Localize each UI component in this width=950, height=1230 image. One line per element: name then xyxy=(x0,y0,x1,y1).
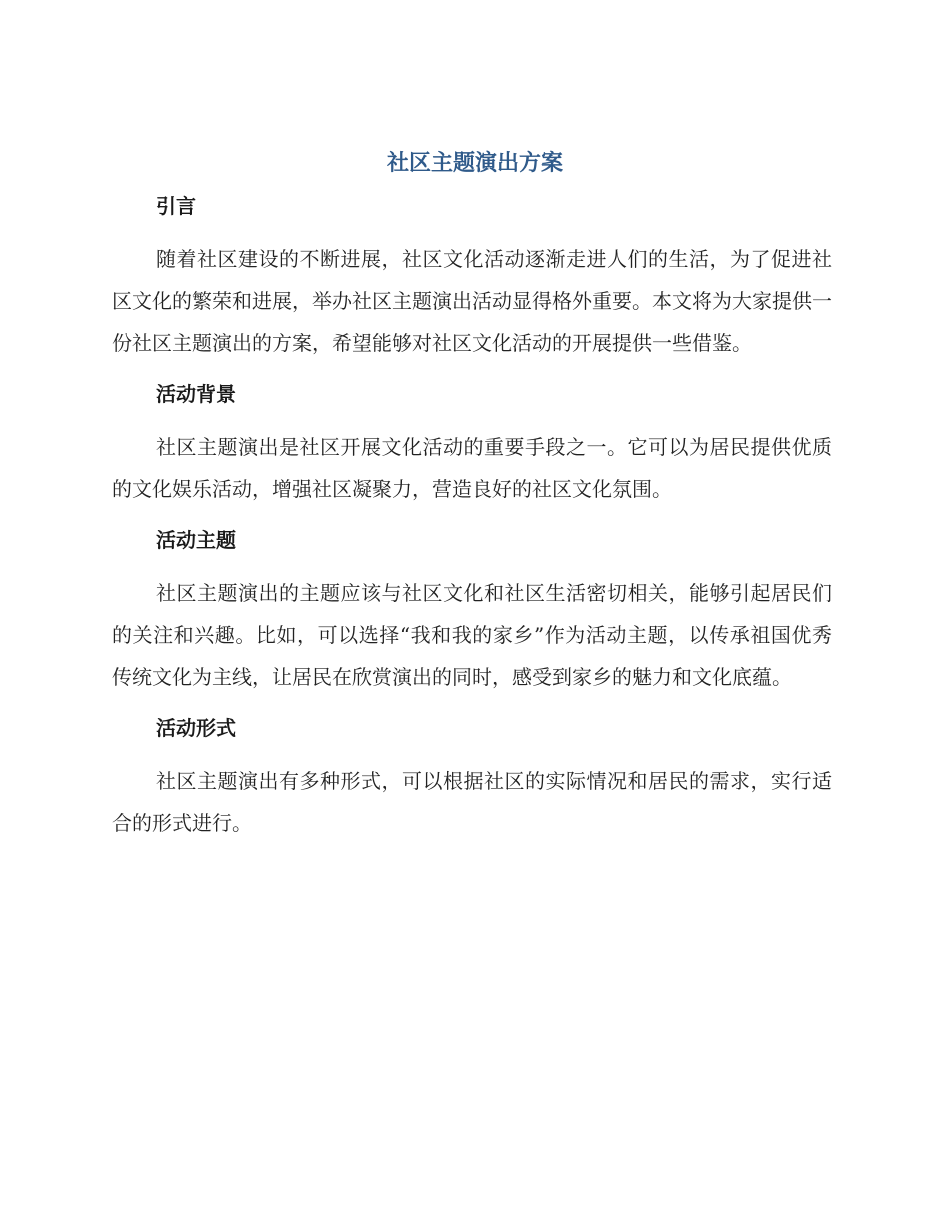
section-format xyxy=(112,708,832,844)
page-title: 社区主题演出方案 xyxy=(386,151,563,176)
section-paragraph: 社区主题演出的主题应该与社区文化和社区生活密切相关，能够引起居民们的关注和兴趣。比如，可以选择“我和我的家乡”作为活动主题，以传承祖国优秀传统文化为主线，让居民在欣赏演出的同时，感受到家乡的魅力和文化底蕴。 xyxy=(112,581,832,689)
section-heading: 引言 xyxy=(156,194,196,218)
section-paragraph: 社区主题演出是社区开展文化活动的重要手段之一。它可以为居民提供优质的文化娱乐活动，增强社区凝聚力，营造良好的社区文化氛围。 xyxy=(112,435,832,501)
section-heading: 活动形式 xyxy=(156,716,236,740)
document-body xyxy=(112,186,832,844)
section-theme xyxy=(112,520,832,708)
section-background xyxy=(112,374,832,520)
section-paragraph: 随着社区建设的不断进展，社区文化活动逐渐走进人们的生活，为了促进社区文化的繁荣和进展，举办社区主题演出活动显得格外重要。本文将为大家提供一份社区主题演出的方案，希望能够对社区文化活动的开展提供一些借鉴。 xyxy=(112,247,832,355)
section-heading: 活动主题 xyxy=(156,528,236,552)
section-paragraph: 社区主题演出有多种形式，可以根据社区的实际情况和居民的需求，实行适合的形式进行。 xyxy=(112,769,832,835)
section-heading: 活动背景 xyxy=(156,382,236,406)
section-introduction xyxy=(112,186,832,374)
